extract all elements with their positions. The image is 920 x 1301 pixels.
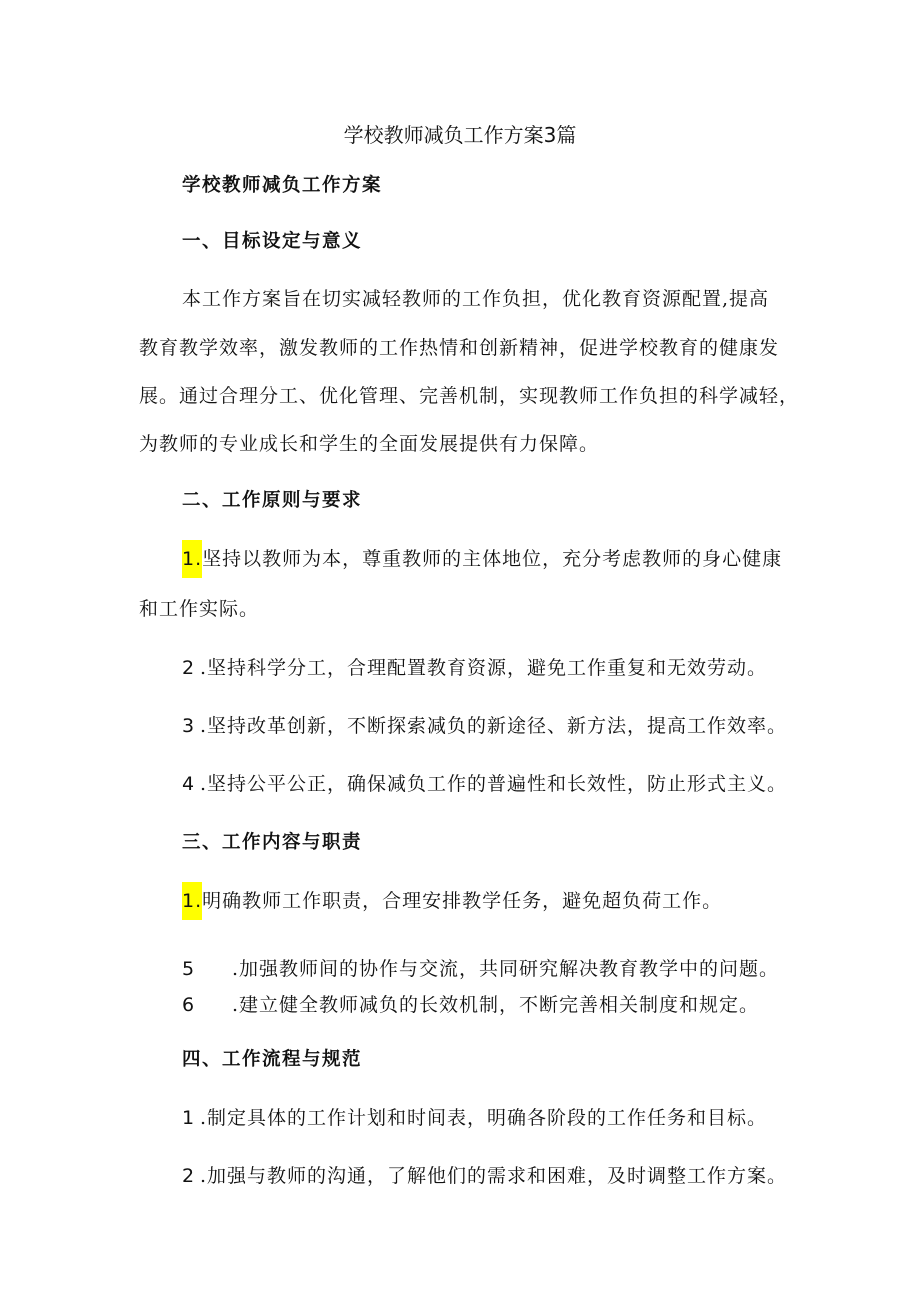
section2-item-3 [182,713,787,739]
section1-heading: 一、目标设定与意义 [182,231,363,252]
highlighted-number: 1. [182,882,202,920]
section2-item-1 [182,546,782,572]
section2-item-1-continued: 和工作实际。 [139,598,260,620]
item-number: 5 [182,958,196,980]
item-number: 2 [182,1165,196,1187]
item-number: 3 [182,715,196,737]
section4-item-2 [182,1163,787,1189]
section1-paragraph-line-3: 展。通过合理分工、优化管理、完善机制，实现教师工作负担的科学减轻， [139,385,800,407]
section2-heading: 二、工作原则与要求 [182,490,363,511]
section2-item-1-text: 坚持以教师为本，尊重教师的主体地位，充分考虑教师的身心健康 [202,548,783,570]
section4-item-1 [182,1105,767,1131]
section3-item-6 [182,992,759,1018]
section3-item-1 [182,888,722,914]
section4-item-2-text: .加强与教师的沟通，了解他们的需求和困难，及时调整工作方案。 [200,1165,788,1187]
section1-paragraph-line-4: 为教师的专业成长和学生的全面发展提供有力保障。 [139,433,600,455]
section2-item-4 [182,771,787,797]
section3-item-5-text: .加强教师间的协作与交流，共同研究解决教育教学中的问题。 [232,958,780,980]
section2-item-4-text: .坚持公平公正，确保减负工作的普遍性和长效性，防止形式主义。 [200,773,788,795]
section3-item-1-text: 明确教师工作职责，合理安排教学任务，避免超负荷工作。 [202,890,723,912]
section2-item-3-text: .坚持改革创新，不断探索减负的新途径、新方法，提高工作效率。 [200,715,788,737]
item-number: 1 [182,1107,196,1129]
section1-paragraph-line-2: 教育教学效率，激发教师的工作热情和创新精神，促进学校教育的健康发 [139,337,780,359]
document-title: 学校教师减负工作方案3篇 [343,123,577,147]
section3-item-6-text: .建立健全教师减负的长效机制，不断完善相关制度和规定。 [232,994,760,1016]
section2-item-2-text: .坚持科学分工，合理配置教育资源，避免工作重复和无效劳动。 [200,657,768,679]
section1-paragraph-line-1: 本工作方案旨在切实减轻教师的工作负担，优化教育资源配置,提高 [182,288,770,310]
section3-heading: 三、工作内容与职责 [182,832,363,853]
section3-item-5 [182,956,779,982]
document-subtitle: 学校教师减负工作方案 [182,175,383,196]
section4-item-1-text: .制定具体的工作计划和时间表，明确各阶段的工作任务和目标。 [200,1107,768,1129]
item-number: 6 [182,994,196,1016]
highlighted-number: 1. [182,540,202,578]
item-number: 4 [182,773,196,795]
item-number: 2 [182,657,196,679]
section2-item-2 [182,655,767,681]
section4-heading: 四、工作流程与规范 [182,1049,363,1070]
